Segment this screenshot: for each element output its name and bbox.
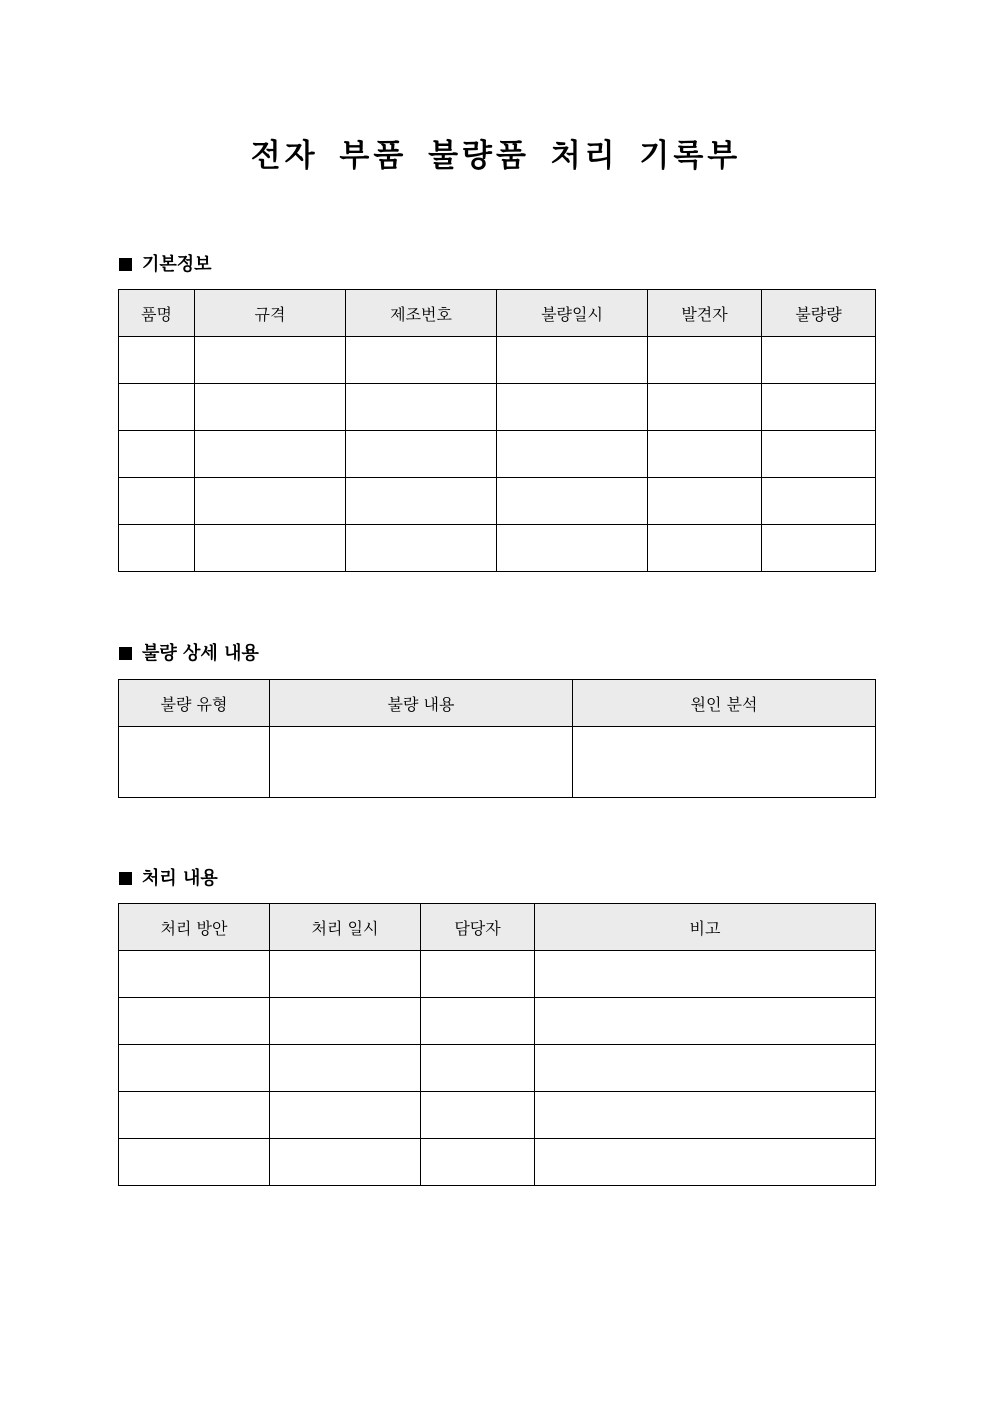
- table-cell[interactable]: [119, 998, 270, 1045]
- column-header-spec: 규격: [195, 290, 346, 337]
- table-cell[interactable]: [497, 525, 648, 572]
- section-heading-processing: [119, 867, 218, 891]
- table-cell[interactable]: [762, 525, 876, 572]
- table-cell[interactable]: [119, 337, 195, 384]
- column-header-item-name: 품명: [119, 290, 195, 337]
- table-cell[interactable]: [497, 431, 648, 478]
- section-heading-label: 기본정보: [142, 254, 212, 275]
- table-row: [119, 431, 876, 478]
- table-header-row: [119, 290, 876, 337]
- table-cell[interactable]: [421, 1139, 535, 1186]
- processing-table: [118, 903, 876, 1186]
- defect-detail-table: [118, 679, 876, 798]
- table-cell[interactable]: [535, 1092, 876, 1139]
- table-cell[interactable]: [270, 1092, 421, 1139]
- column-header-defect-datetime: 불량일시: [497, 290, 648, 337]
- table-cell[interactable]: [648, 384, 762, 431]
- table-cell[interactable]: [119, 525, 195, 572]
- table-cell[interactable]: [346, 431, 497, 478]
- table-cell[interactable]: [119, 727, 270, 798]
- square-bullet-icon: [119, 647, 132, 660]
- table-cell[interactable]: [119, 431, 195, 478]
- table-cell[interactable]: [195, 431, 346, 478]
- table-cell[interactable]: [195, 525, 346, 572]
- basic-info-table: [118, 289, 876, 572]
- table-cell[interactable]: [648, 525, 762, 572]
- table-row: [119, 727, 876, 798]
- table-cell[interactable]: [762, 337, 876, 384]
- table-cell[interactable]: [119, 384, 195, 431]
- table-cell[interactable]: [648, 478, 762, 525]
- table-cell[interactable]: [421, 998, 535, 1045]
- column-header-defect-content: 불량 내용: [270, 680, 573, 727]
- column-header-serial-number: 제조번호: [346, 290, 497, 337]
- table-cell[interactable]: [195, 384, 346, 431]
- section-heading-basic-info: [119, 253, 212, 277]
- column-header-finder: 발견자: [648, 290, 762, 337]
- table-row: [119, 1045, 876, 1092]
- table-cell[interactable]: [535, 1045, 876, 1092]
- table-cell[interactable]: [497, 384, 648, 431]
- table-cell[interactable]: [346, 337, 497, 384]
- table-cell[interactable]: [535, 951, 876, 998]
- table-cell[interactable]: [346, 525, 497, 572]
- table-cell[interactable]: [270, 727, 573, 798]
- table-row: [119, 1092, 876, 1139]
- table-cell[interactable]: [535, 1139, 876, 1186]
- table-cell[interactable]: [270, 1139, 421, 1186]
- table-cell[interactable]: [119, 1139, 270, 1186]
- table-cell[interactable]: [573, 727, 876, 798]
- table-cell[interactable]: [497, 337, 648, 384]
- square-bullet-icon: [119, 258, 132, 271]
- table-cell[interactable]: [346, 384, 497, 431]
- table-cell[interactable]: [270, 1045, 421, 1092]
- column-header-processing-datetime: 처리 일시: [270, 904, 421, 951]
- table-cell[interactable]: [119, 478, 195, 525]
- table-cell[interactable]: [497, 478, 648, 525]
- table-cell[interactable]: [119, 1092, 270, 1139]
- column-header-processing-method: 처리 방안: [119, 904, 270, 951]
- table-cell[interactable]: [270, 951, 421, 998]
- section-heading-defect-detail: [119, 642, 259, 666]
- table-row: [119, 525, 876, 572]
- table-row: [119, 337, 876, 384]
- table-cell[interactable]: [535, 998, 876, 1045]
- table-cell[interactable]: [270, 998, 421, 1045]
- column-header-cause-analysis: 원인 분석: [573, 680, 876, 727]
- table-header-row: [119, 904, 876, 951]
- column-header-defect-quantity: 불량량: [762, 290, 876, 337]
- table-row: [119, 998, 876, 1045]
- column-header-defect-type: 불량 유형: [119, 680, 270, 727]
- table-cell[interactable]: [762, 384, 876, 431]
- table-cell[interactable]: [762, 478, 876, 525]
- table-cell[interactable]: [648, 337, 762, 384]
- table-row: [119, 478, 876, 525]
- table-row: [119, 1139, 876, 1186]
- table-row: [119, 951, 876, 998]
- table-cell[interactable]: [346, 478, 497, 525]
- table-cell[interactable]: [648, 431, 762, 478]
- page-title: 전자 부품 불량품 처리 기록부: [250, 138, 742, 174]
- table-cell[interactable]: [421, 1045, 535, 1092]
- table-cell[interactable]: [119, 1045, 270, 1092]
- section-heading-label: 불량 상세 내용: [142, 643, 259, 664]
- table-cell[interactable]: [421, 951, 535, 998]
- square-bullet-icon: [119, 872, 132, 885]
- table-cell[interactable]: [195, 478, 346, 525]
- section-heading-label: 처리 내용: [142, 868, 218, 889]
- table-header-row: [119, 680, 876, 727]
- table-cell[interactable]: [119, 951, 270, 998]
- column-header-remarks: 비고: [535, 904, 876, 951]
- column-header-person-in-charge: 담당자: [421, 904, 535, 951]
- table-cell[interactable]: [762, 431, 876, 478]
- table-cell[interactable]: [195, 337, 346, 384]
- table-row: [119, 384, 876, 431]
- table-cell[interactable]: [421, 1092, 535, 1139]
